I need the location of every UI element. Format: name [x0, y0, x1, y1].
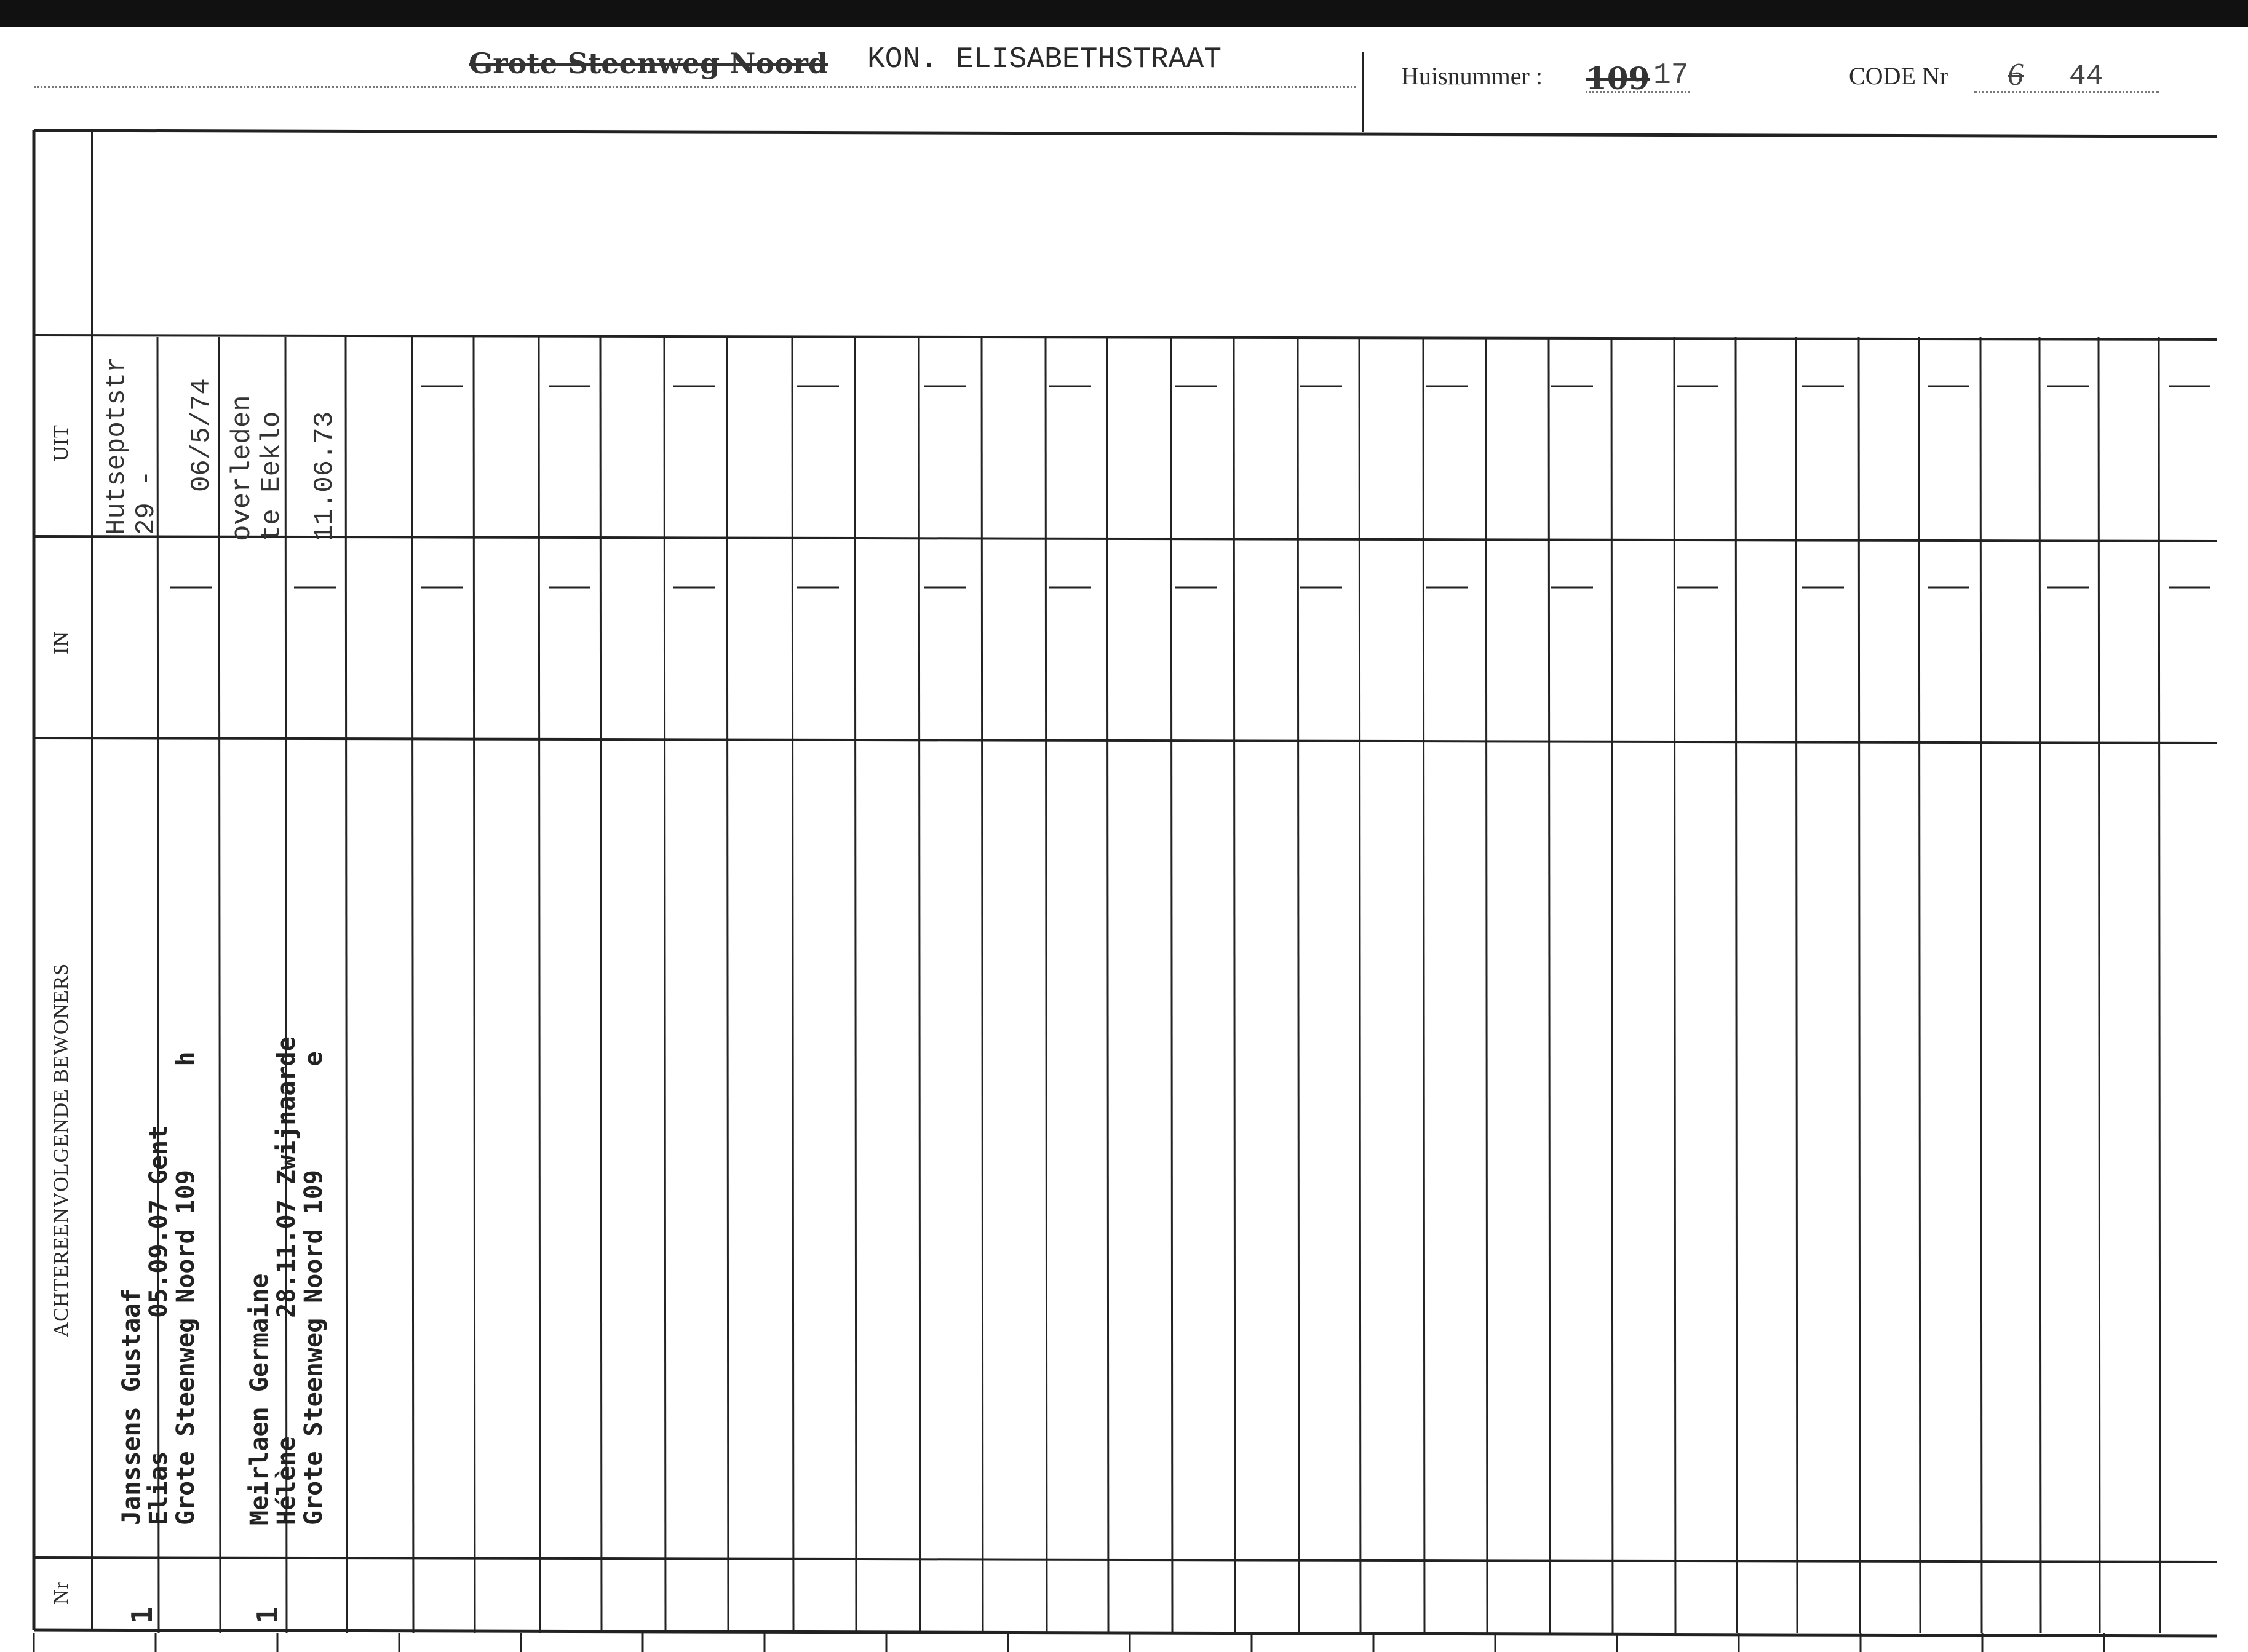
- resident-1-uit-date: 06/5/74: [186, 378, 217, 492]
- code-struck: 6: [2008, 57, 2024, 92]
- column-divider-24: [1674, 337, 1675, 1633]
- column-divider-26: [1796, 337, 1797, 1633]
- street-struck: Grote Steenweg Noord: [469, 47, 828, 80]
- column-divider-20: [1423, 337, 1424, 1633]
- column-divider-3: [346, 337, 347, 1633]
- resident-2-nr: 1: [251, 1606, 284, 1624]
- resident-1-uit-place: Hutsepotstr 29 -: [101, 356, 162, 535]
- street-current: KON. ELISABETHSTRAAT: [867, 43, 1222, 76]
- column-divider-30: [2039, 337, 2041, 1633]
- column-divider-18: [1298, 337, 1299, 1633]
- column-divider-13: [982, 337, 983, 1633]
- resident-2-uit-date: 11.06.73: [309, 411, 340, 541]
- row-divider-uit: [34, 335, 2217, 340]
- column-divider-28: [1919, 337, 1920, 1633]
- column-divider-14: [1046, 337, 1047, 1633]
- column-divider-1: [219, 337, 220, 1633]
- frame-top: [34, 130, 2217, 137]
- column-divider-29: [1980, 337, 1982, 1633]
- row-divider-bewoners: [34, 738, 2217, 743]
- column-divider-11: [855, 337, 856, 1633]
- column-divider-23: [1611, 337, 1613, 1633]
- resident-2-bewoner: Meirlaen Germaine Hélène 28.11.07 Zwijnaarde Grote Steenweg Noord 109 e: [245, 1036, 328, 1525]
- frame-bottom: [34, 1630, 2217, 1636]
- column-divider-21: [1486, 337, 1487, 1633]
- column-divider-5: [474, 337, 475, 1633]
- code-current: 44: [2069, 60, 2103, 92]
- column-divider-22: [1549, 337, 1550, 1633]
- column-divider-9: [727, 337, 728, 1633]
- column-divider-25: [1736, 337, 1737, 1633]
- row-label-nr: Nr: [50, 1581, 73, 1605]
- huisnummer-struck: 109: [1586, 60, 1650, 97]
- huisnummer-label: Huisnummer :: [1401, 62, 1543, 90]
- row-label-in: IN: [50, 631, 73, 654]
- column-divider-15: [1107, 337, 1108, 1633]
- huisnummer-current: 17: [1653, 59, 1689, 92]
- code-label: CODE Nr: [1849, 62, 1948, 90]
- row-divider-nr: [34, 1557, 2217, 1562]
- column-divider-4: [412, 337, 413, 1633]
- row-divider-in: [34, 536, 2217, 541]
- column-divider-7: [600, 337, 602, 1633]
- row-label-bewoners: ACHTEREENVOLGENDE BEWONERS: [50, 963, 73, 1338]
- column-divider-8: [664, 337, 665, 1633]
- column-divider-10: [792, 337, 793, 1633]
- resident-1-nr: 1: [125, 1606, 159, 1624]
- row-label-uit: UIT: [50, 424, 73, 461]
- column-divider-31: [2099, 337, 2100, 1633]
- column-divider-17: [1234, 337, 1235, 1633]
- resident-1-bewoner: Janssens Gustaaf Elias 05.09.07 Gent Grote Steenweg Noord 109 h: [117, 1051, 200, 1525]
- column-divider-12: [919, 337, 920, 1633]
- resident-2-uit-place: overleden te Eeklo: [227, 395, 287, 541]
- column-divider-16: [1171, 337, 1172, 1633]
- column-divider-6: [539, 337, 540, 1633]
- column-divider-32: [2159, 337, 2160, 1633]
- column-divider-19: [1359, 337, 1360, 1633]
- column-divider-27: [1859, 337, 1860, 1633]
